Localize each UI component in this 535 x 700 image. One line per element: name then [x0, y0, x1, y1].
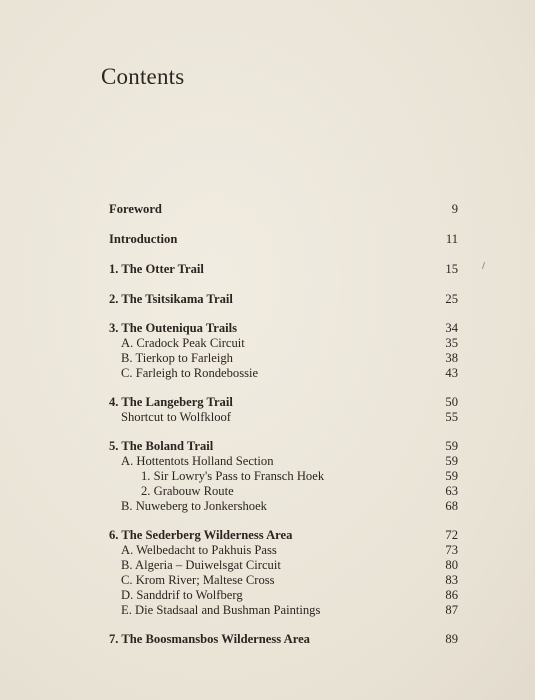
toc-page-number: 11	[445, 232, 458, 246]
toc-page-number: 86	[445, 588, 458, 602]
toc-label: 1. Sir Lowry's Pass to Fransch Hoek	[141, 469, 325, 483]
toc-label: A. Welbedacht to Pakhuis Pass	[121, 543, 277, 557]
toc-page-number: 9	[451, 202, 458, 216]
toc-page-number: 87	[445, 603, 458, 617]
toc-entry-section	[0, 453, 535, 469]
toc-page-number: 43	[445, 366, 458, 380]
toc-entry-section	[0, 572, 535, 588]
toc-label: 5. The Boland Trail	[109, 439, 214, 453]
toc-label: D. Sanddrif to Wolfberg	[121, 588, 243, 602]
toc-label: 2. The Tsitsikama Trail	[109, 292, 233, 306]
toc-label: C. Farleigh to Rondebossie	[121, 366, 259, 380]
toc-page-number: 15	[445, 262, 458, 276]
toc-entry-chapter-7	[0, 631, 535, 647]
toc-page-number: 72	[445, 528, 458, 542]
toc-entry-chapter-5	[0, 438, 535, 454]
toc-page-number: 34	[445, 321, 458, 335]
toc-label: A. Hottentots Holland Section	[121, 454, 274, 468]
toc-entry-chapter-1	[0, 261, 535, 277]
toc-page-number: 68	[445, 499, 458, 513]
toc-label: Shortcut to Wolfkloof	[121, 410, 231, 424]
toc-entry-introduction	[0, 231, 535, 247]
toc-page-number: 35	[445, 336, 458, 350]
toc-label: 7. The Boosmansbos Wilderness Area	[109, 632, 310, 646]
toc-entry-subsection	[0, 483, 535, 499]
toc-page-number: 59	[445, 454, 458, 468]
toc-entry-section	[0, 409, 535, 425]
toc-page-number: 50	[445, 395, 458, 409]
toc-label: Introduction	[109, 232, 178, 246]
toc-entry-section	[0, 365, 535, 381]
toc-label: 2. Grabouw Route	[141, 484, 234, 498]
toc-entry-chapter-2	[0, 291, 535, 307]
toc-page-number: 63	[445, 484, 458, 498]
toc-entry-section	[0, 602, 535, 618]
toc-page-number: 59	[445, 469, 458, 483]
toc-entry-chapter-4	[0, 394, 535, 410]
toc-entry-section	[0, 350, 535, 366]
toc-label: C. Krom River; Maltese Cross	[121, 573, 275, 587]
toc-label: E. Die Stadsaal and Bushman Paintings	[121, 603, 321, 617]
toc-entry-subsection	[0, 468, 535, 484]
toc-entry-foreword	[0, 201, 535, 217]
toc-page-number: 83	[445, 573, 458, 587]
toc-label: B. Nuweberg to Jonkershoek	[121, 499, 267, 513]
toc-page-number: 89	[445, 632, 458, 646]
toc-entry-section	[0, 498, 535, 514]
toc-label: 6. The Sederberg Wilderness Area	[109, 528, 293, 542]
toc-entry-section	[0, 542, 535, 558]
toc-entry-chapter-6	[0, 527, 535, 543]
toc-entry-section	[0, 587, 535, 603]
toc-entry-section	[0, 557, 535, 573]
toc-page-number: 55	[445, 410, 458, 424]
toc-page-number: 38	[445, 351, 458, 365]
toc-entry-chapter-3	[0, 320, 535, 336]
toc-label: Foreword	[109, 202, 162, 216]
toc-page-number: 59	[445, 439, 458, 453]
toc-page-number: 80	[445, 558, 458, 572]
toc-label: B. Tierkop to Farleigh	[121, 351, 233, 365]
page-title: Contents	[101, 64, 185, 89]
toc-page-number: 73	[445, 543, 458, 557]
toc-label: 3. The Outeniqua Trails	[109, 321, 238, 335]
toc-label: 1. The Otter Trail	[109, 262, 204, 276]
toc-page-number: 25	[445, 292, 458, 306]
toc-entry-section	[0, 335, 535, 351]
toc-label: B. Algeria – Duiwelsgat Circuit	[121, 558, 281, 572]
toc-label: A. Cradock Peak Circuit	[121, 336, 245, 350]
toc-label: 4. The Langeberg Trail	[109, 395, 233, 409]
